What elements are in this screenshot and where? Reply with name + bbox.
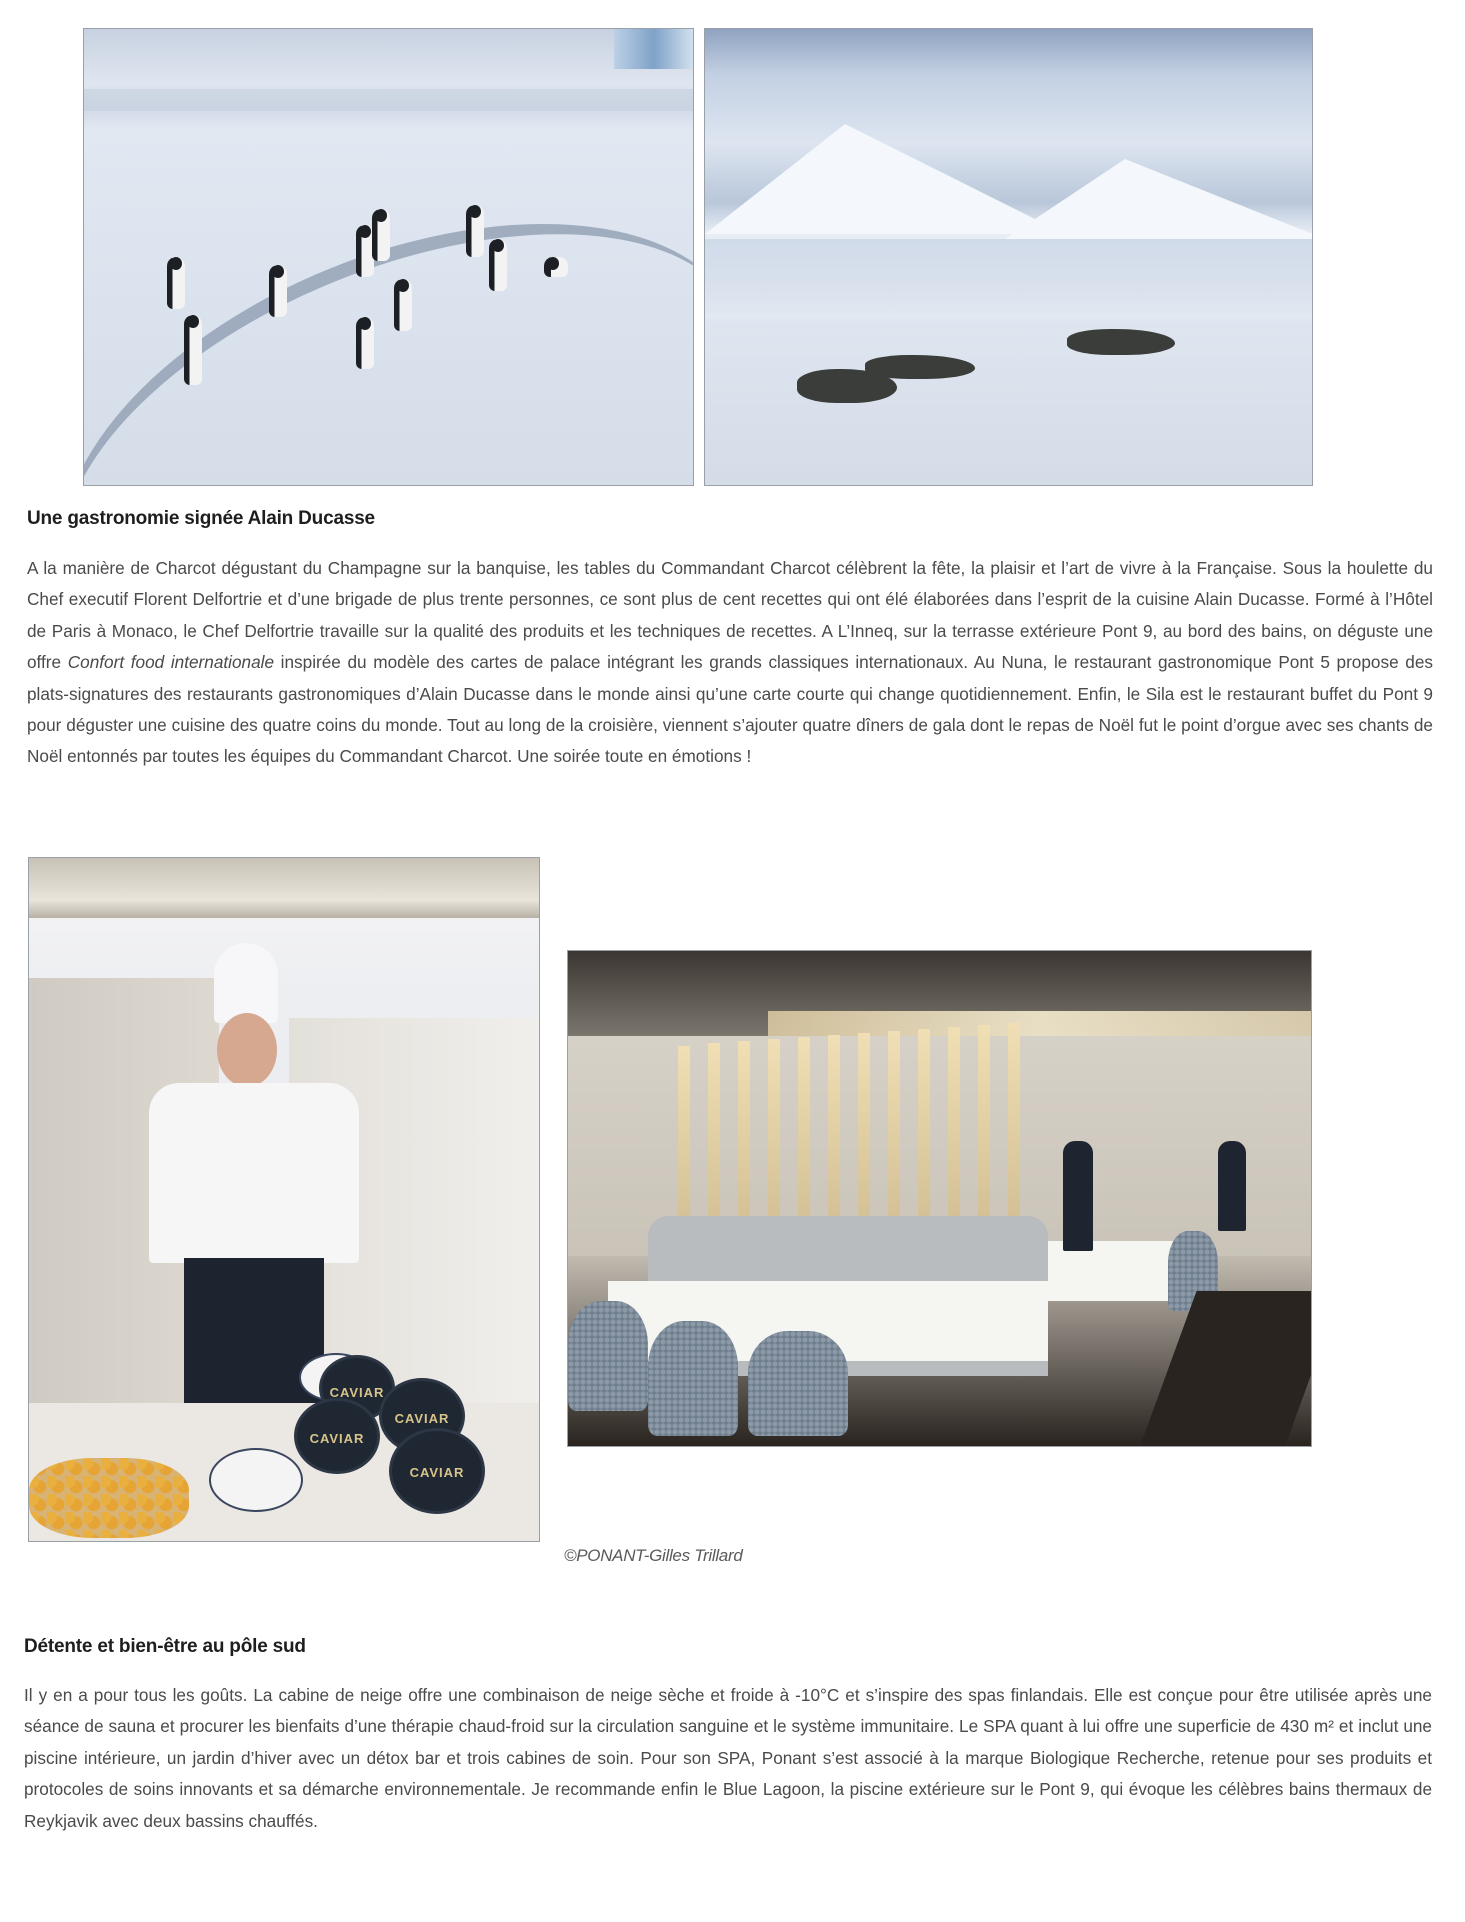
paragraph-gastronomie (27, 553, 1433, 773)
chair (748, 1331, 848, 1436)
mountain (1005, 159, 1313, 239)
penguins-photo (83, 28, 694, 486)
waiter (1063, 1141, 1093, 1251)
section-title-detente: Détente et bien-être au pôle sud (24, 1636, 306, 1657)
restaurant-photo (567, 950, 1312, 1447)
penguin (544, 257, 568, 277)
chef-photo (28, 857, 540, 1542)
paragraph-text: A la manière de Charcot dégustant du Champagne sur la banquise, les tables du Commandant Charcot célèbrent la fête, la plaisir et l’art de vivre à la Française. Sous la houlette du Chef executif Florent Delfortrie et d’une brigade de plus trente personnes, ce sont plus de cent recettes qui ont élé élaborées dans l’esprit de la cuisine Alain Ducasse. Formé à l’Hôtel de Paris à Monaco, le Chef Delfortrie travaille sur la qualité des produits et les techniques de recettes. A L’Inneq, sur la terrasse extérieure Pont 9, au bord des bains, on déguste une offre (27, 558, 1433, 673)
ice-crack (83, 133, 694, 486)
seal (1067, 329, 1175, 355)
plate (209, 1448, 303, 1512)
caviar-tin: CAVIAR (379, 1378, 465, 1454)
chef-jacket (149, 1083, 359, 1263)
iceberg (614, 29, 694, 69)
paragraph-detente: Il y en a pour tous les goûts. La cabine de neige offre une combinaison de neige sèche et froide à -10°C et s’inspire des spas finlandais. Elle est conçue pour être utilisée après une séance de sauna et procurer les bienfaits d’une thérapie chaud-froid sur la circulation sanguine et le système immunitaire. Le SPA quant à lui offre une superficie de 430 m² et inclut une piscine intérieure, un jardin d’hiver avec un détox bar et trois cabines de soin. Pour son SPA, Ponant s’est associé à la marque Biologique Recherche, retenue pour ses produits et protocoles de soins innovants et sa démarche environnementale. Je recommande enfin le Blue Lagoon, la piscine extérieure sur le Pont 9, qui évoque les célèbres bains thermaux de Reykjavik avec deux bassins chauffés. (24, 1685, 1432, 1831)
horizon-ice (84, 89, 694, 111)
penguin (269, 265, 287, 317)
waiter (1218, 1141, 1246, 1231)
penguin (167, 257, 185, 309)
cracker-platter (29, 1458, 189, 1538)
chair (568, 1301, 648, 1411)
penguin (184, 315, 202, 385)
caviar-tin: CAVIAR (389, 1428, 485, 1514)
ceiling-beam (29, 858, 540, 918)
penguin (489, 239, 507, 291)
caviar-tin: CAVIAR (319, 1355, 395, 1421)
penguin (356, 317, 374, 369)
seals-photo (704, 28, 1313, 486)
paragraph-italic-text: Confort food internationale (67, 652, 275, 673)
penguin (394, 279, 412, 331)
seal (865, 355, 975, 379)
ice-floe (705, 239, 1313, 319)
penguin (466, 205, 484, 257)
ceiling-light-strip (768, 1011, 1312, 1036)
floor (1139, 1291, 1312, 1447)
paragraph-text: inspirée du modèle des cartes de palace intégrant les grands classiques internationaux. Au Nuna, le restaurant gastronomique Pont 5 propose des plats-signatures des restaurants gastronomiques d’Alain Ducasse dans le monde ainsi qu’une carte courte qui change quotidiennement. Enfin, le Sila est le restaurant buffet du Pont 9 pour déguster une cuisine des quatre coins du monde. Tout au long de la croisière, viennent s’ajouter quatre dîners de gala dont le repas de Noël fut le point d’orgue avec ses chants de Noël entonnés par toutes les équipes du Commandant Charcot. Une soirée toute en émotions ! (27, 652, 1433, 767)
chair (648, 1321, 738, 1436)
chef-face (217, 1013, 277, 1087)
caviar-tin: CAVIAR (294, 1398, 380, 1474)
section-title-gastronomie: Une gastronomie signée Alain Ducasse (27, 508, 375, 529)
chef-hat (214, 943, 278, 1023)
photo-credit: ©PONANT-Gilles Trillard (564, 1546, 743, 1565)
penguin (372, 209, 390, 261)
